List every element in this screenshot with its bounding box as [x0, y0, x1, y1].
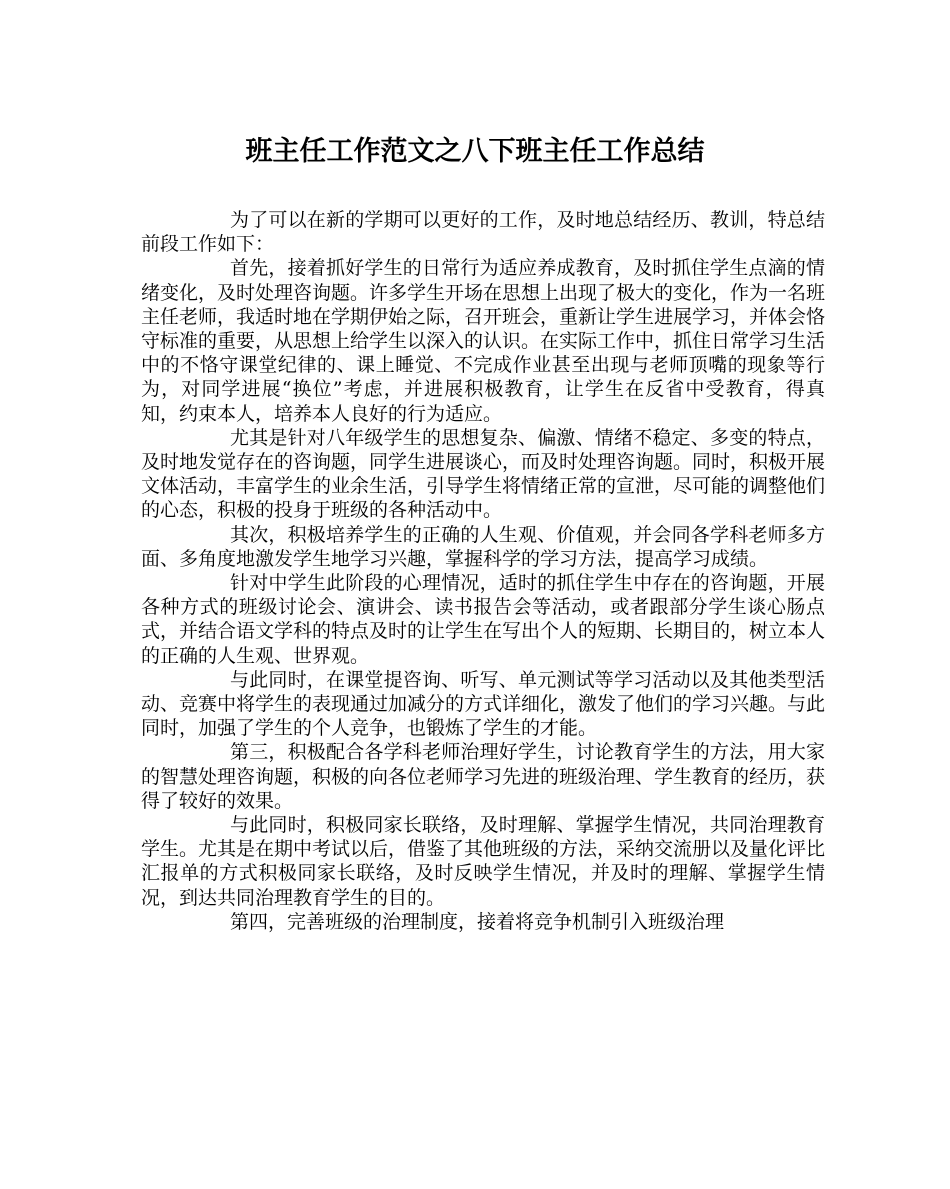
paragraph-parent-contact: 与此同时，积极同家长联络，及时理解、掌握学生情况，共同治理教育学生。尤其是在期中考试以后，借鉴了其他班级的方法，采纳交流册以及量化评比汇报单的方式积极同家长联络，及时反映学生情况，并及时的理解、掌握学生情况，到达共同治理教育学生的目的。	[141, 814, 826, 909]
paragraph-teacher-cooperation: 第三，积极配合各学科老师治理好学生，讨论教育学生的方法，用大家的智慧处理咨询题，积极的向各位老师学习先进的班级治理、学生教育的经历，获得了较好的效果。	[141, 741, 826, 812]
paragraph-management-system: 第四，完善班级的治理制度，接着将竞争机制引入班级治理	[230, 910, 725, 933]
paragraph-psychology: 针对中学生此阶段的心理情况，适时的抓住学生中存在的咨询题，开展各种方式的班级讨论会、演讲会、读书报告会等活动，或者跟部分学生谈心肠点式，并结合语文学科的特点及时的让学生在写出个人的短期、长期目的，树立本人的正确的人生观、世界观。	[141, 572, 826, 667]
paragraph-intro: 为了可以在新的学期可以更好的工作，及时地总结经历、教训，特总结前段工作如下：	[141, 209, 825, 256]
paragraph-classroom-activities: 与此同时，在课堂提咨询、听写、单元测试等学习活动以及其他类型活动、竞赛中将学生的表现通过加减分的方式详细化，激发了他们的学习兴趣。与此同时，加强了学生的个人竞争，也锻炼了学生的才能。	[141, 668, 826, 740]
paragraph-values: 其次，积极培养学生的正确的人生观、价值观，并会同各学科老师多方面、多角度地激发学生地学习兴趣，掌握科学的学习方法，提高学习成绩。	[141, 523, 825, 570]
document-title: 班主任工作范文之八下班主任工作总结	[245, 136, 705, 167]
document-body	[141, 208, 825, 934]
paragraph-daily-behavior: 首先，接着抓好学生的日常行为适应养成教育，及时抓住学生点滴的情绪变化，及时处理咨询题。许多学生开场在思想上出现了极大的变化，作为一名班主任老师，我适时地在学期伊始之际，召开班会，重新让学生进展学习，并体会恪守标准的重要，从思想上给学生以深入的认识。在实际工作中，抓住日常学习生活中的不恪守课堂纪律的、课上睡觉、不完成作业甚至出现与老师顶嘴的现象等行为，对同学进展“换位”考虑，并进展积极教育，让学生在反省中受教育，得真知，约束本人，培养本人良好的行为适应。	[141, 257, 826, 425]
paragraph-grade-eight-traits: 尤其是针对八年级学生的思想复杂、偏激、情绪不稳定、多变的特点，及时地发觉存在的咨询题，同学生进展谈心，而及时处理咨询题。同时，积极开展文体活动，丰富学生的业余生活，引导学生将情绪正常的宣泄，尽可能的调整他们的心态，积极的投身于班级的各种活动中。	[141, 426, 826, 522]
